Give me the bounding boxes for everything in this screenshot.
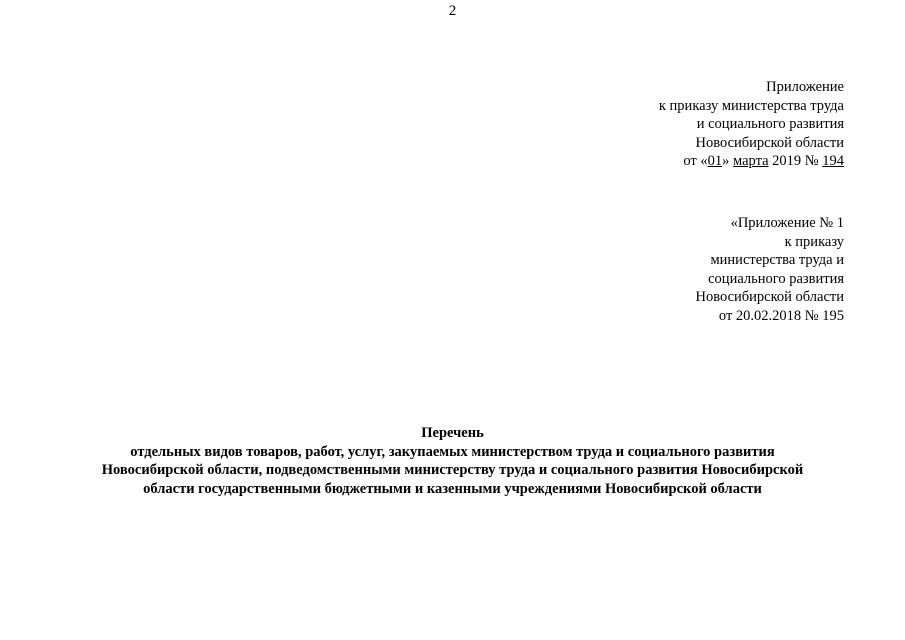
- previous-ministry-line: министерства труда и: [710, 252, 844, 268]
- previous-order-line: к приказу: [784, 233, 844, 250]
- date-year-and-no: 2019 №: [768, 153, 823, 169]
- appendix-title: Приложение: [766, 79, 844, 95]
- appendix-previous-block: [695, 214, 844, 325]
- date-quote-close: »: [722, 153, 733, 169]
- previous-appendix-title: «Приложение № 1: [730, 215, 844, 231]
- page-number: 2: [448, 3, 457, 19]
- appendix-date-line: [659, 152, 844, 171]
- appendix-ministry-line: и социального развития: [696, 116, 844, 132]
- document-title-line-2: Новосибирской области, подведомственными министерству труда и социального развития Новосибирской: [101, 462, 804, 478]
- date-day: 01: [707, 153, 723, 169]
- document-title-line-3: области государственными бюджетными и казенными учреждениями Новосибирской области: [143, 480, 762, 497]
- appendix-order-line: к приказу министерства труда: [658, 97, 844, 114]
- appendix-current-block: [659, 78, 844, 171]
- appendix-region-line: Новосибирской области: [695, 134, 844, 151]
- document-title-line-1: отдельных видов товаров, работ, услуг, закупаемых министерством труда и социального развития: [130, 443, 775, 460]
- previous-date-line: от 20.02.2018 № 195: [718, 307, 844, 324]
- date-prefix: от «: [683, 153, 708, 169]
- order-number: 194: [822, 153, 844, 169]
- previous-region-line: Новосибирской области: [695, 289, 844, 305]
- previous-development-line: социального развития: [708, 270, 844, 287]
- document-heading: Перечень: [421, 425, 484, 441]
- date-month: марта: [733, 153, 769, 169]
- document-title-block: [0, 424, 905, 498]
